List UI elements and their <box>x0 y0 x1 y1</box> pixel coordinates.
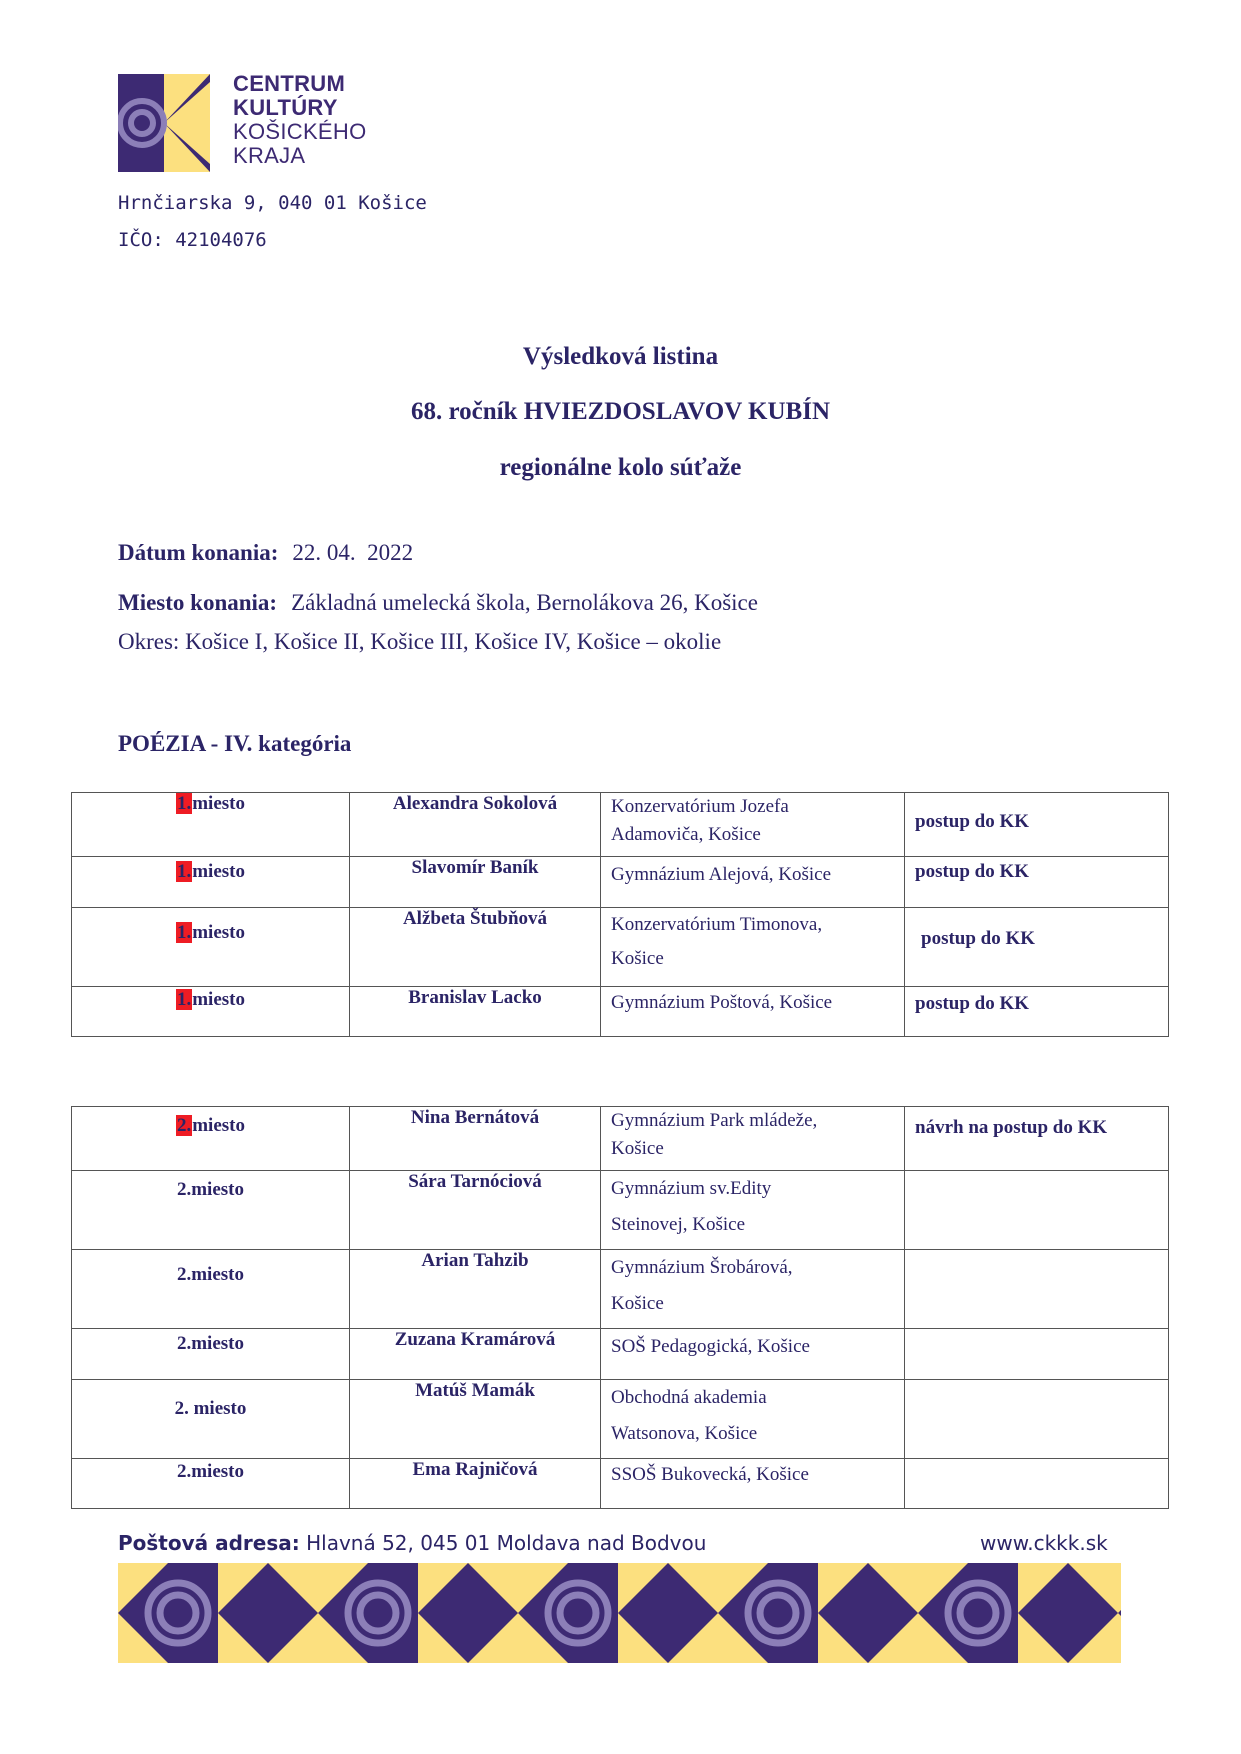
sender-ico: IČO: 42104076 <box>118 229 267 251</box>
place-cell: 1.miesto <box>72 857 350 908</box>
place-number: 1. <box>176 861 192 882</box>
event-district: Okres: Košice I, Košice II, Košice III, Košice IV, Košice – okolie <box>118 629 722 654</box>
table-row <box>72 793 1169 857</box>
place-label: Miesto konania: <box>118 590 278 615</box>
category-heading: POÉZIA - IV. kategória <box>118 731 352 756</box>
place-value: Základná umelecká škola, Bernolákova 26, Košice <box>291 590 758 615</box>
postal-address <box>118 1531 706 1555</box>
place-cell: 2.miesto <box>72 1107 350 1171</box>
table-row <box>72 987 1169 1037</box>
contestant-name: Nina Bernátová <box>350 1107 601 1171</box>
table-row <box>72 1250 1169 1329</box>
place-cell: 2.miesto <box>72 1171 350 1250</box>
school-cell: Gymnázium Šrobárová, Košice <box>601 1250 905 1329</box>
sender-address: Hrnčiarska 9, 040 01 Košice <box>118 192 427 214</box>
event-place <box>118 590 758 616</box>
result-note: postup do KK <box>905 793 1169 857</box>
result-note <box>905 1459 1169 1509</box>
contestant-name: Alexandra Sokolová <box>350 793 601 857</box>
school-cell: Gymnázium Poštová, Košice <box>601 987 905 1037</box>
place-cell: 1.miesto <box>72 793 350 857</box>
logo-line-3: KOŠICKÉHO <box>233 119 367 144</box>
school-cell: Gymnázium Park mládeže, Košice <box>601 1107 905 1171</box>
result-note: postup do KK <box>905 908 1169 987</box>
contestant-name: Branislav Lacko <box>350 987 601 1037</box>
logo-line-4: KRAJA <box>233 143 306 168</box>
table-row <box>72 1171 1169 1250</box>
place-number: 1. <box>176 989 192 1010</box>
contestant-name: Slavomír Baník <box>350 857 601 908</box>
logo-line-1: CENTRUM <box>233 71 346 96</box>
school-cell: SSOŠ Bukovecká, Košice <box>601 1459 905 1509</box>
logo-line-2: KULTÚRY <box>233 95 338 120</box>
logo-wordmark <box>233 72 367 168</box>
date-value: 22. 04. 2022 <box>292 540 414 565</box>
result-note: postup do KK <box>905 987 1169 1037</box>
school-cell: Gymnázium sv.Edity Steinovej, Košice <box>601 1171 905 1250</box>
result-note <box>905 1250 1169 1329</box>
place-cell: 2. miesto <box>72 1380 350 1459</box>
table-row <box>72 1459 1169 1509</box>
school-cell: Konzervatórium Timonova, Košice <box>601 908 905 987</box>
result-note: návrh na postup do KK <box>905 1107 1169 1171</box>
date-label: Dátum konania: <box>118 540 279 565</box>
contestant-name: Sára Tarnóciová <box>350 1171 601 1250</box>
school-cell: SOŠ Pedagogická, Košice <box>601 1329 905 1380</box>
result-note <box>905 1380 1169 1459</box>
school-cell: Obchodná akademia Watsonova, Košice <box>601 1380 905 1459</box>
table-row <box>72 857 1169 908</box>
place-cell: 2.miesto <box>72 1459 350 1509</box>
table-row <box>72 1107 1169 1171</box>
postal-label: Poštová adresa: <box>118 1531 300 1555</box>
decorative-pattern-band <box>118 1563 1121 1663</box>
result-note <box>905 1329 1169 1380</box>
result-note: postup do KK <box>905 857 1169 908</box>
ckkk-logo <box>118 74 210 172</box>
contestant-name: Alžbeta Štubňová <box>350 908 601 987</box>
school-cell: Gymnázium Alejová, Košice <box>601 857 905 908</box>
event-date <box>118 540 413 566</box>
postal-value: Hlavná 52, 045 01 Moldava nad Bodvou <box>306 1531 707 1555</box>
contestant-name: Arian Tahzib <box>350 1250 601 1329</box>
place-number: 1. <box>176 922 192 943</box>
document-round: regionálne kolo súťaže <box>499 454 742 481</box>
contestant-name: Matúš Mamák <box>350 1380 601 1459</box>
document-title: Výsledková listina <box>522 343 719 370</box>
results-table-first-place <box>71 792 1169 1037</box>
document-subtitle: 68. ročník HVIEZDOSLAVOV KUBÍN <box>410 398 831 425</box>
place-number: 1. <box>176 793 192 814</box>
contestant-name: Zuzana Kramárová <box>350 1329 601 1380</box>
place-number: 2. <box>176 1115 192 1136</box>
table-row <box>72 1380 1169 1459</box>
table-row <box>72 1329 1169 1380</box>
place-cell: 1.miesto <box>72 908 350 987</box>
results-table-second-place <box>71 1106 1169 1509</box>
place-cell: 2.miesto <box>72 1329 350 1380</box>
contestant-name: Ema Rajničová <box>350 1459 601 1509</box>
table-row <box>72 908 1169 987</box>
school-cell: Konzervatórium Jozefa Adamoviča, Košice <box>601 793 905 857</box>
place-cell: 2.miesto <box>72 1250 350 1329</box>
place-cell: 1.miesto <box>72 987 350 1037</box>
result-note <box>905 1171 1169 1250</box>
website-link[interactable]: www.ckkk.sk <box>980 1531 1108 1555</box>
